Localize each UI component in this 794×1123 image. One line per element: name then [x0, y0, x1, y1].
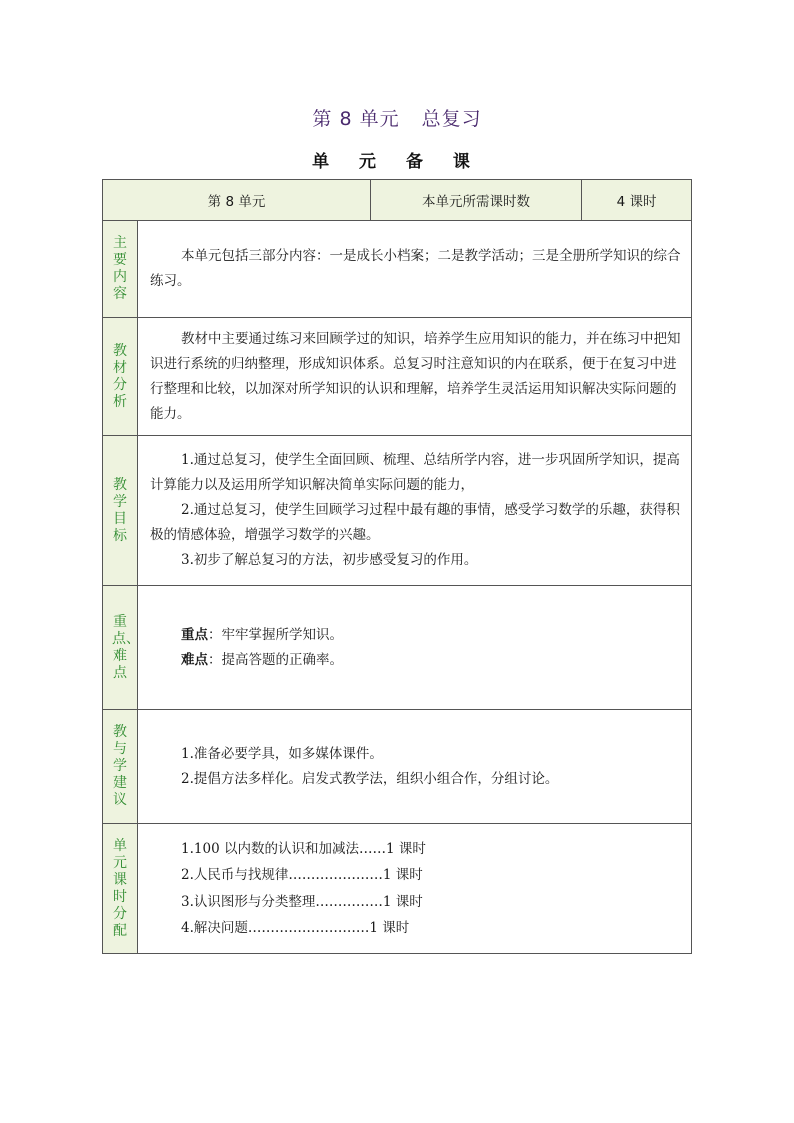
- row-label-goals: 教学目标: [103, 436, 138, 586]
- schedule-item: 3.认识图形与分类整理……………1 课时: [181, 893, 423, 910]
- analysis-text: 教材中主要通过练习来回顾学过的知识，培养学生应用知识的能力，并在练习中把知识进行系统的归纳整理，形成知识体系。总复习时注意知识的内在联系，便于在复习中进行整理和比较，以加深对所学知识的认识和理解，培养学生灵活运用知识解决实际问题的能力。: [150, 330, 681, 422]
- table-row-goals: [103, 436, 692, 586]
- row-label-suggestions: 教与学建议: [103, 710, 138, 824]
- hard-point-label: 难点: [181, 651, 209, 668]
- row-label-schedule: 单元课时分配: [103, 824, 138, 954]
- schedule-text-cell: [138, 824, 692, 954]
- schedule-item: 1.100 以内数的认识和加减法……1 课时: [181, 840, 426, 857]
- table-row-analysis: [103, 318, 692, 436]
- content-text: 本单元包括三部分内容：一是成长小档案；二是教学活动；三是全册所学知识的综合练习。: [150, 248, 681, 289]
- hard-point-text: ：提高答题的正确率。: [208, 651, 344, 668]
- unit-plan-table: [102, 179, 692, 954]
- unit-cell: 第 8 单元: [103, 180, 371, 221]
- page-subtitle: 单 元 备 课: [312, 152, 482, 172]
- hard-point: [150, 648, 683, 673]
- suggestion-item: 1.准备必要学具，如多媒体课件。: [181, 745, 383, 762]
- suggestions-text-cell: [138, 710, 692, 824]
- table-row-keypoints: [103, 586, 692, 710]
- row-label-keypoints: 重点、难点: [103, 586, 138, 710]
- goals-text-cell: [138, 436, 692, 586]
- suggestion-item: 2.提倡方法多样化。启发式教学法，组织小组合作，分组讨论。: [181, 770, 559, 787]
- hours-value-cell: 4 课时: [582, 180, 692, 221]
- schedule-item: 4.解决问题………………………1 课时: [181, 920, 410, 936]
- content-text-cell: [138, 221, 692, 318]
- goal-item: 3.初步了解总复习的方法，初步感受复习的作用。: [181, 552, 478, 568]
- table-header-row: [103, 180, 692, 221]
- key-point-label: 重点: [181, 626, 209, 643]
- title-topic: 总复习: [421, 108, 482, 130]
- table-row-schedule: [103, 824, 692, 954]
- key-point-text: ：牢牢掌握所学知识。: [208, 626, 344, 643]
- keypoints-text-cell: [138, 586, 692, 710]
- row-label-content: 主要内容: [103, 221, 138, 318]
- hours-label-cell: 本单元所需课时数: [371, 180, 582, 221]
- goal-item: 1.通过总复习，使学生全面回顾、梳理、总结所学内容，进一步巩固所学知识，提高计算能力以及运用所学知识解决简单实际问题的能力，: [150, 452, 680, 493]
- table-row-content: [103, 221, 692, 318]
- key-point: [150, 623, 683, 648]
- analysis-text-cell: [138, 318, 692, 436]
- page-title: [0, 104, 794, 131]
- goal-item: 2.通过总复习，使学生回顾学习过程中最有趣的事情，感受学习数学的乐趣，获得积极的情感体验，增强学习数学的兴趣。: [150, 502, 680, 543]
- schedule-item: 2.人民币与找规律…………………1 课时: [181, 867, 423, 883]
- table-row-suggestions: [103, 710, 692, 824]
- title-unit: 第 8 单元: [312, 108, 400, 130]
- row-label-analysis: 教材分析: [103, 318, 138, 436]
